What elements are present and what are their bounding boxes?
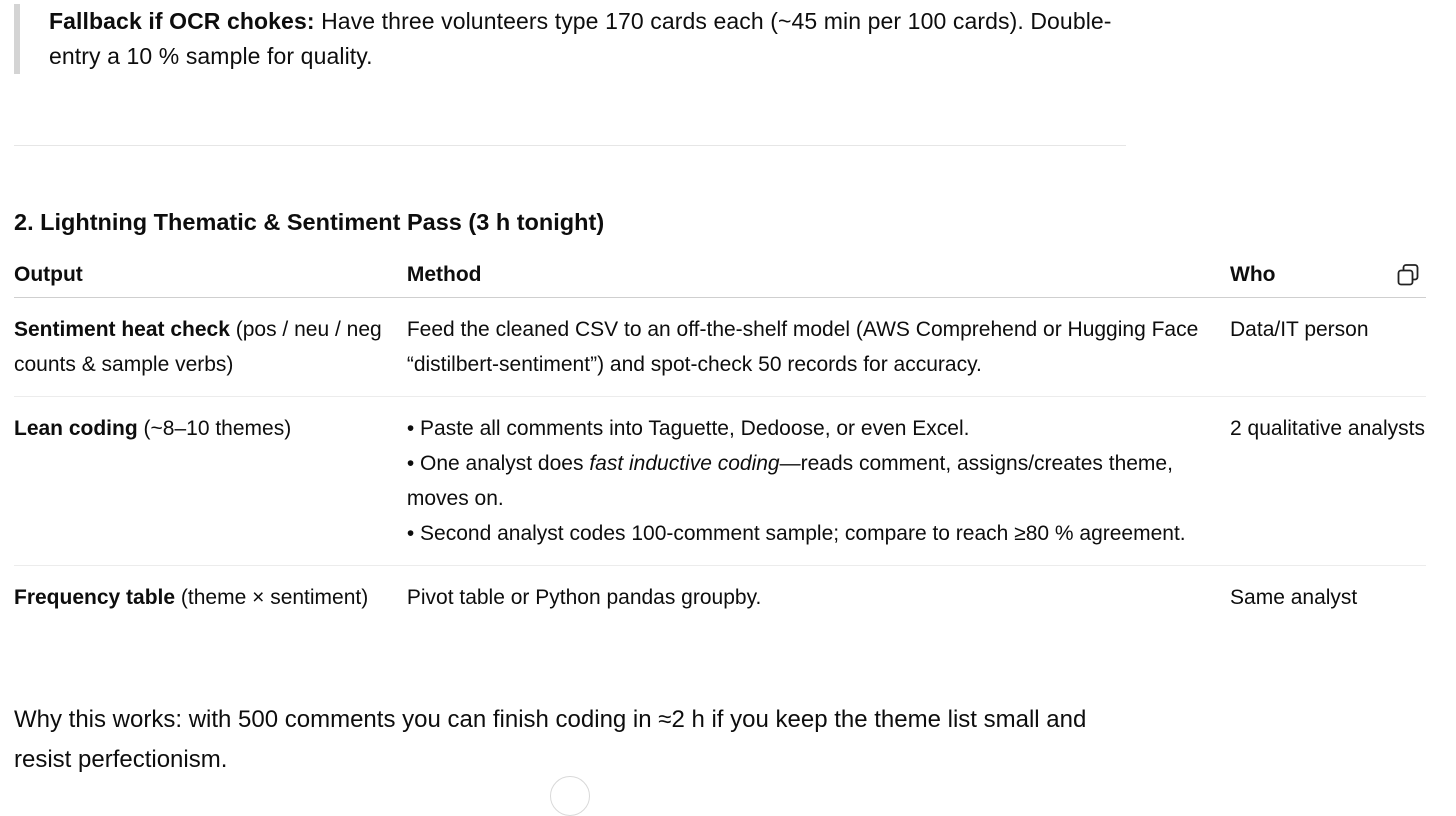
bullet-emphasis: fast inductive coding bbox=[589, 452, 780, 475]
output-detail: (~8–10 themes) bbox=[137, 417, 292, 440]
table-header-row bbox=[14, 252, 1426, 298]
scroll-to-bottom-button[interactable] bbox=[550, 776, 590, 816]
output-detail: (theme × sentiment) bbox=[175, 586, 369, 609]
who-cell: 2 qualitative analysts bbox=[1230, 397, 1426, 566]
who-cell: Data/IT person bbox=[1230, 298, 1426, 397]
output-cell bbox=[14, 566, 407, 630]
header-output: Output bbox=[14, 252, 407, 298]
method-cell bbox=[407, 397, 1230, 566]
fallback-note bbox=[14, 4, 1159, 74]
table-row bbox=[14, 397, 1426, 566]
bullet-text-tail: —reads comment, assigns/creates theme, moves on. bbox=[406, 452, 1173, 510]
section-title: 2. Lightning Thematic & Sentiment Pass (3 h tonight) bbox=[14, 209, 605, 235]
output-detail: (pos / neu / neg counts & sample verbs) bbox=[14, 318, 382, 376]
section-divider bbox=[14, 145, 1126, 146]
method-bullet bbox=[407, 446, 1218, 516]
output-cell bbox=[14, 298, 407, 397]
who-cell: Same analyst bbox=[1230, 586, 1358, 609]
plan-table bbox=[14, 252, 1426, 629]
output-title: Lean coding bbox=[14, 417, 138, 440]
output-title: Sentiment heat check bbox=[14, 318, 230, 341]
fallback-text: Have three volunteers type 170 cards each (~45 min per 100 cards). Double-entry a 10 % sample for quality. bbox=[49, 8, 1112, 69]
bullet-text: • One analyst does bbox=[406, 452, 590, 475]
table-row bbox=[14, 298, 1426, 397]
method-bullet bbox=[407, 411, 1218, 446]
bullet-text: • Paste all comments into Taguette, Dedoose, or even Excel. bbox=[406, 417, 970, 440]
fallback-label: Fallback if OCR chokes: bbox=[49, 8, 315, 34]
method-cell: Feed the cleaned CSV to an off-the-shelf model (AWS Comprehend or Hugging Face “distilbert-sentiment”) and spot-check 50 records for accuracy. bbox=[407, 298, 1230, 397]
method-cell: Pivot table or Python pandas groupby. bbox=[406, 586, 762, 609]
table-row bbox=[14, 566, 1426, 630]
output-title: Frequency table bbox=[14, 586, 176, 609]
output-cell bbox=[14, 397, 407, 566]
closing-paragraph: Why this works: with 500 comments you can finish coding in ≈2 h if you keep the theme list small and resist perfectionism. bbox=[14, 706, 1087, 773]
method-bullet bbox=[407, 516, 1218, 551]
header-method: Method bbox=[407, 252, 1230, 298]
header-who: Who bbox=[1230, 252, 1426, 298]
bullet-text: • Second analyst codes 100-comment sample; compare to reach ≥80 % agreement. bbox=[406, 522, 1186, 545]
